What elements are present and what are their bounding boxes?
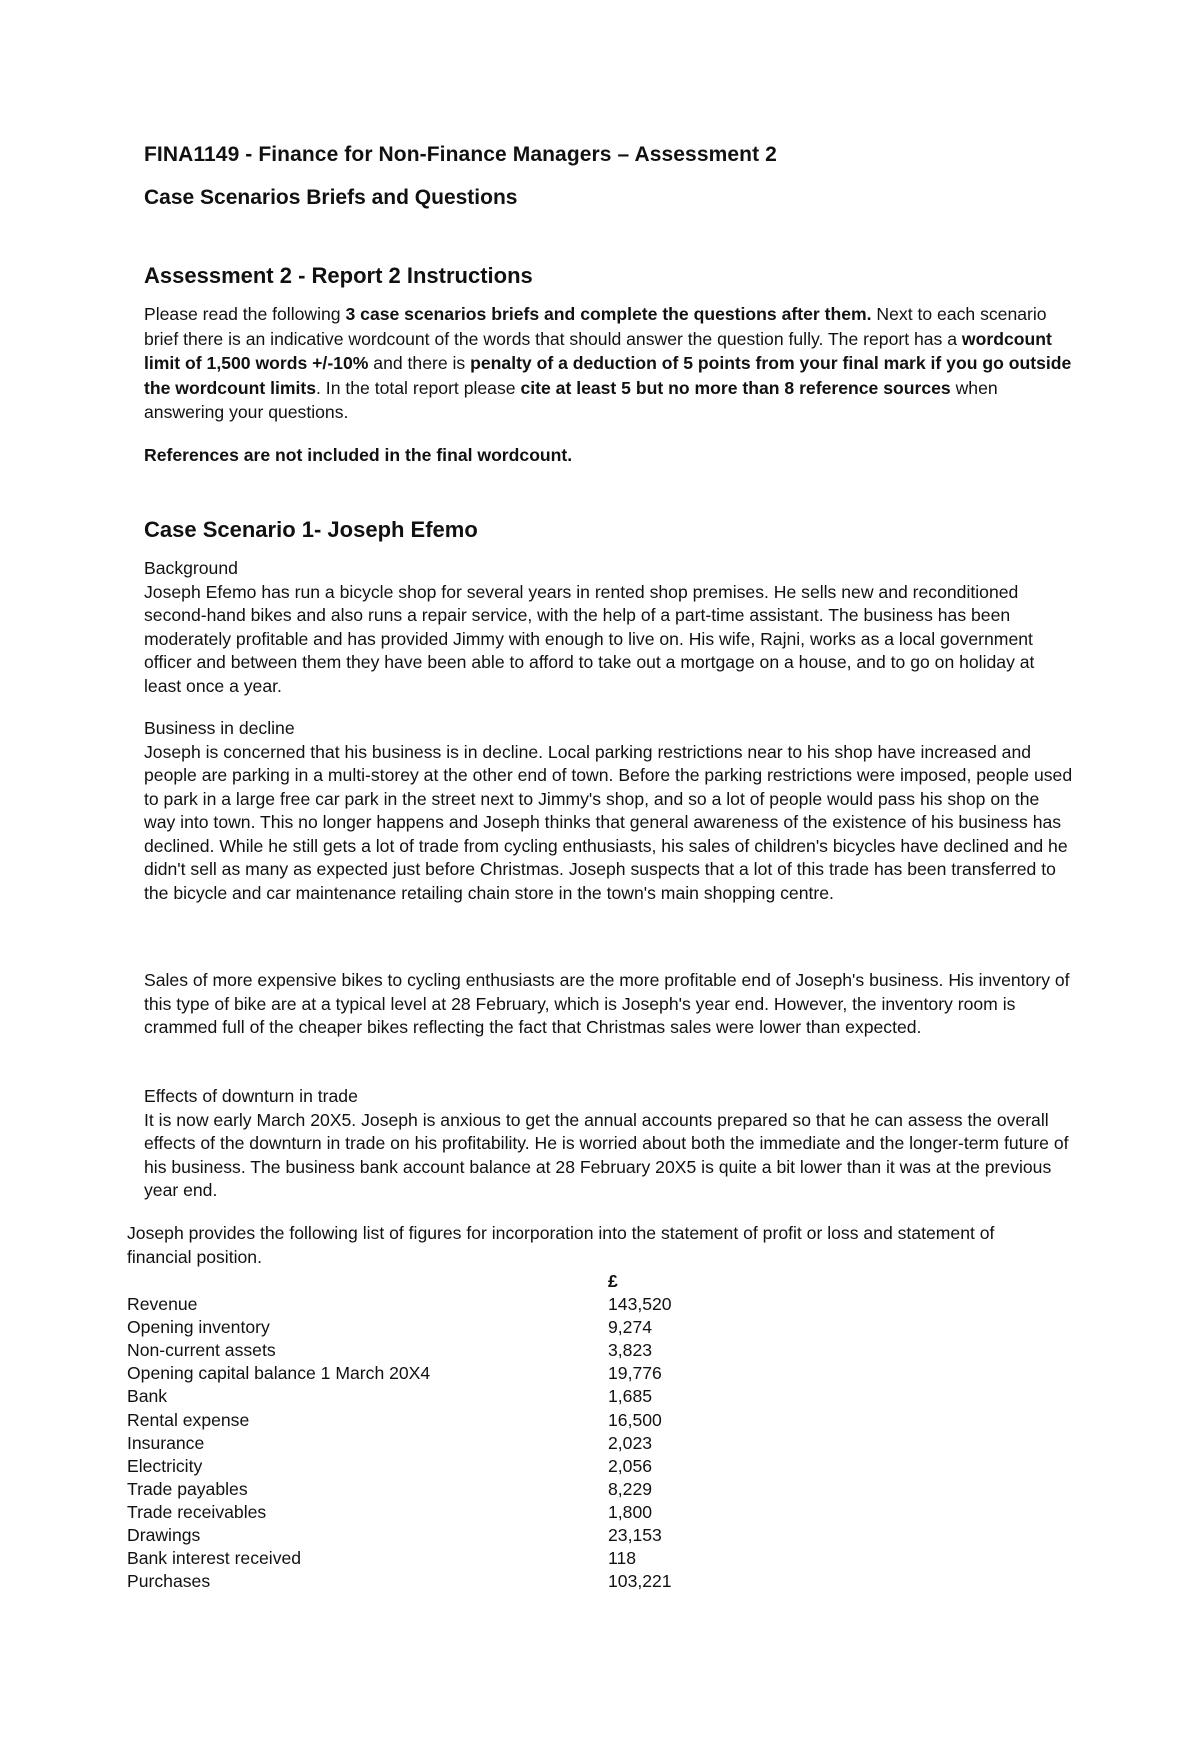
- figure-value: 1,685: [608, 1386, 653, 1407]
- figure-label: Revenue: [127, 1294, 198, 1315]
- figure-value: 8,229: [608, 1478, 653, 1499]
- figure-label: Bank: [127, 1386, 168, 1407]
- figure-row: [127, 1501, 1077, 1524]
- figure-row: [127, 1339, 1077, 1362]
- figure-row: [127, 1478, 1077, 1501]
- instructions-title: Assessment 2 - Report 2 Instructions: [144, 263, 533, 288]
- figure-value: 16,500: [608, 1409, 662, 1430]
- references-note-text: References are not included in the final wordcount.: [144, 445, 573, 465]
- figure-label: Rental expense: [127, 1409, 250, 1430]
- document-title: FINA1149 - Finance for Non-Finance Managers – Assessment 2: [144, 143, 777, 166]
- decline-label: Business in decline: [144, 718, 295, 738]
- figure-value: 2,023: [608, 1432, 653, 1453]
- document-subtitle: Case Scenarios Briefs and Questions: [144, 186, 518, 209]
- instr-bold-3: penalty of a deduction of 5 points from your final mark if you go outside the wordcount limits: [144, 353, 1072, 398]
- figure-row: [127, 1293, 1077, 1316]
- figure-value: 143,520: [608, 1294, 672, 1315]
- figures-list: [127, 1270, 1077, 1593]
- instr-bold-4: cite at least 5 but no more than 8 reference sources: [520, 377, 951, 398]
- instr-bold-2: wordcount limit of 1,500 words +/-10%: [144, 328, 1052, 373]
- figure-row: [127, 1362, 1077, 1385]
- figure-value: 23,153: [608, 1525, 662, 1546]
- figure-value: 2,056: [608, 1455, 653, 1476]
- decline-section: [144, 717, 1074, 905]
- figure-row: [127, 1385, 1077, 1408]
- sales-text: Sales of more expensive bikes to cycling enthusiasts are the more profitable end of Joseph's business. His inventory of this type of bike are at a typical level at 28 February, which is Joseph's year end. However, the inventory room is crammed full of the cheaper bikes reflecting the fact that Christmas sales were lower than expected.: [144, 970, 1070, 1037]
- figure-row: [127, 1409, 1077, 1432]
- figure-row: [127, 1316, 1077, 1339]
- figure-row: [127, 1524, 1077, 1547]
- figure-row: [127, 1432, 1077, 1455]
- figure-label: Drawings: [127, 1525, 201, 1546]
- figure-label: Trade payables: [127, 1478, 248, 1499]
- background-section: [144, 557, 1074, 698]
- figure-value: 9,274: [608, 1317, 653, 1338]
- figure-label: Insurance: [127, 1432, 205, 1453]
- currency-symbol: £: [608, 1271, 618, 1291]
- background-label: Background: [144, 558, 238, 578]
- instr-text-4: . In the total report please: [316, 377, 521, 398]
- figure-row: [127, 1455, 1077, 1478]
- figure-label: Electricity: [127, 1455, 203, 1476]
- sales-section: [144, 969, 1074, 1040]
- case-scenario-1-title: Case Scenario 1- Joseph Efemo: [144, 517, 478, 542]
- figure-value: 1,800: [608, 1501, 653, 1522]
- instructions-paragraph: [144, 302, 1074, 425]
- figure-label: Trade receivables: [127, 1501, 267, 1522]
- instr-text-1: Please read the following: [144, 304, 346, 324]
- figure-value: 19,776: [608, 1363, 662, 1384]
- references-note: [144, 443, 1074, 468]
- figure-value: 3,823: [608, 1340, 653, 1361]
- figure-value: 118: [608, 1548, 637, 1569]
- instr-text-2: Next to each scenario brief there is an indicative wordcount of the words that should answer the question fully. The report has a: [144, 304, 1047, 349]
- figure-label: Opening inventory: [127, 1317, 270, 1338]
- figure-label: Non-current assets: [127, 1340, 276, 1361]
- decline-text: Joseph is concerned that his business is in decline. Local parking restrictions near to his shop have increased and people are parking in a multi-storey at the other end of town. Before the parking restrictions were imposed, people used to park in a large free car park in the street next to Jimmy's shop, and so a lot of people would pass his shop on the way into town. This no longer happens and Joseph thinks that general awareness of the existence of his business has declined. While he still gets a lot of trade from cycling enthusiasts, his sales of children's bicycles have declined and he didn't sell as many as expected just before Christmas. Joseph suspects that a lot of this trade has been transferred to the bicycle and car maintenance retailing chain store in the town's main shopping centre.: [144, 741, 1073, 903]
- effects-label: Effects of downturn in trade: [144, 1086, 358, 1106]
- figure-row: [127, 1570, 1077, 1593]
- figures-header-row: [127, 1270, 1077, 1293]
- figure-row: [127, 1547, 1077, 1570]
- effects-text: It is now early March 20X5. Joseph is anxious to get the annual accounts prepared so that he can assess the overall effects of the downturn in trade on his profitability. He is worried about both the immediate and the longer-term future of his business. The business bank account balance at 28 February 20X5 is quite a bit lower than it was at the previous year end.: [144, 1109, 1069, 1200]
- effects-section: [144, 1085, 1074, 1203]
- background-text: Joseph Efemo has run a bicycle shop for several years in rented shop premises. He sells new and reconditioned second-hand bikes and also runs a repair service, with the help of a part-time assistant. The business has been moderately profitable and has provided Jimmy with enough to live on. His wife, Rajni, works as a local government officer and between them they have been able to afford to take out a mortgage on a house, and to go on holiday at least once a year.: [144, 581, 1035, 696]
- instr-bold-1: 3 case scenarios briefs and complete the questions after them.: [345, 304, 872, 324]
- instr-text-5: when answering your questions.: [144, 377, 998, 422]
- figure-value: 103,221: [608, 1571, 672, 1592]
- figure-label: Purchases: [127, 1571, 211, 1592]
- figure-label: Bank interest received: [127, 1548, 302, 1569]
- instr-text-3: and there is: [368, 353, 471, 373]
- figures-intro: Joseph provides the following list of figures for incorporation into the statement of profit or loss and statement of financial position.: [127, 1223, 995, 1267]
- figure-label: Opening capital balance 1 March 20X4: [127, 1363, 431, 1384]
